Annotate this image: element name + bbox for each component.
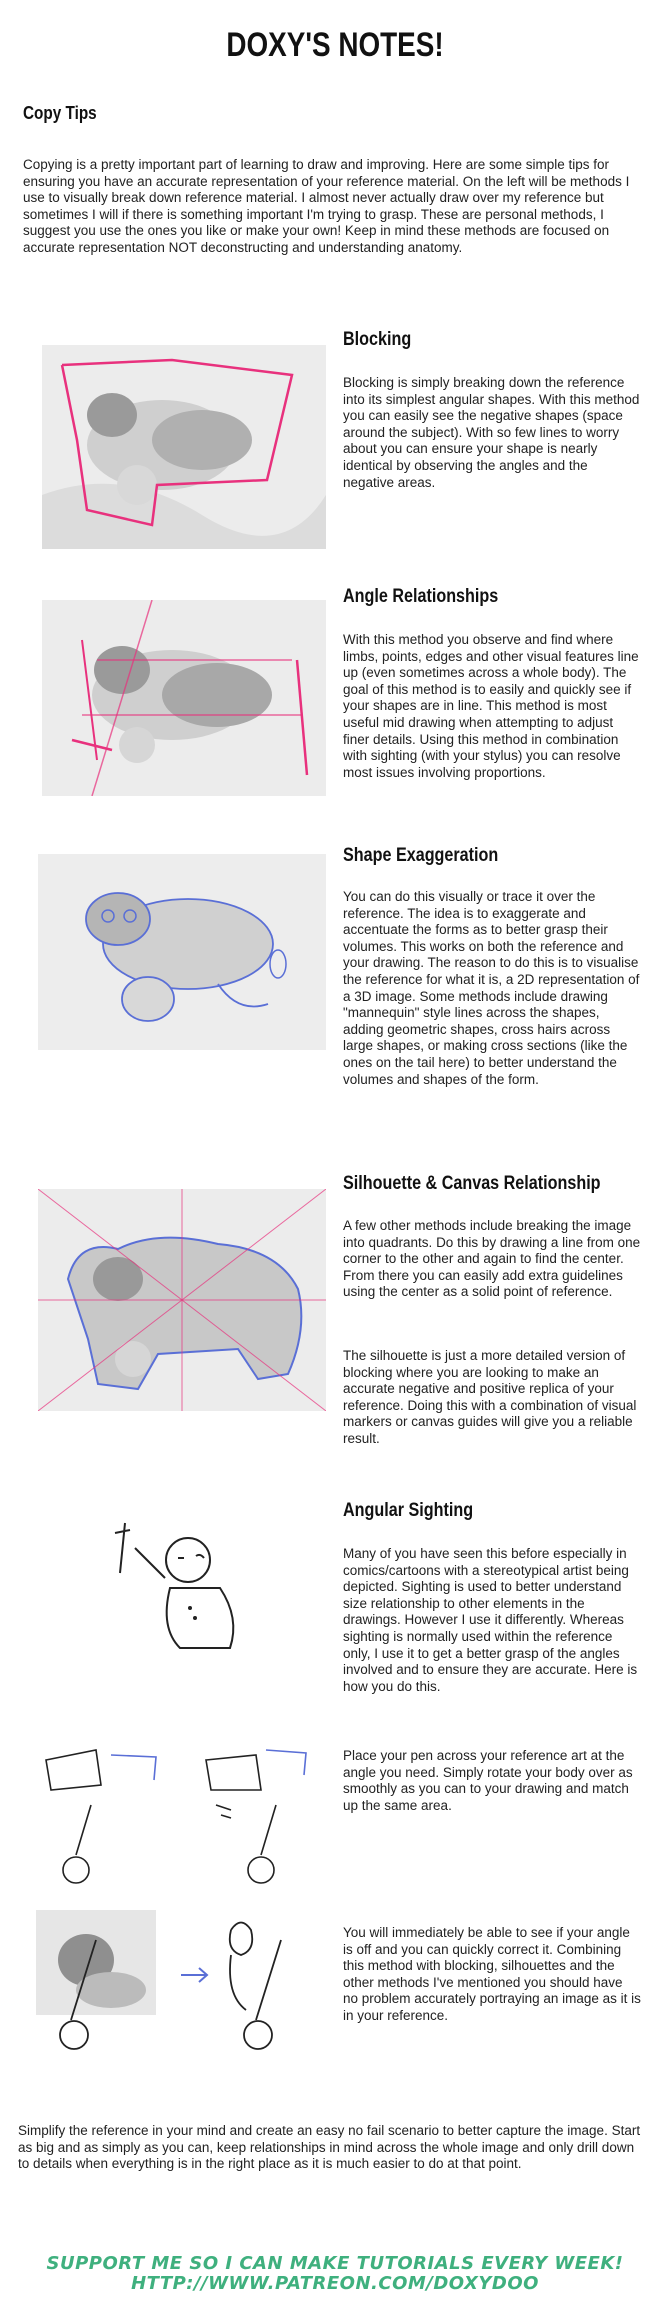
silhouette-text-1: A few other methods include breaking the image into quadrants. Do this by drawing a line from one corner to the other and again to find the center. From there you can easily add extra guidelines using the center as a solid point of reference. (343, 1218, 641, 1300)
footer-patreon-link[interactable]: HTTP://WWW.PATREON.COM/DOXYDOO (131, 2273, 539, 2294)
blocking-image (42, 345, 326, 549)
section-heading: Copy Tips (23, 103, 97, 123)
shape-image (38, 854, 326, 1050)
closing-paragraph: Simplify the reference in your mind and create an easy no fail scenario to better capture the image. Start as big and as simply as you can, keep relationships in mind across the whole image and only drill down to details when everything is in the right place as it is much easier to do at that point. (18, 2123, 641, 2172)
intro-paragraph: Copying is a pretty important part of learning to draw and improving. Here are some simple tips for ensuring you have an accurate representation of your reference material. On the left will be methods I use to visually break down reference material. I almost never actually draw over my reference but sometimes I will if there is something important I'm trying to grasp. These are personal methods, I suggest you use the ones you like or make your own! Keep in mind these methods are focused on accurate representation NOT deconstructing and understanding anatomy. (23, 157, 630, 255)
angle-heading: Angle Relationships (343, 586, 499, 607)
sighting-heading: Angular Sighting (343, 1500, 474, 1521)
sighting-illustration-2 (36, 1745, 326, 1905)
silhouette-text-2: The silhouette is just a more detailed version of blocking where you are looking to make an accurate negative and positive replica of your reference. Doing this with a combination of visual markers or canvas guides will give you a reliable result. (343, 1348, 637, 1446)
page-title: DOXY'S NOTES! (226, 26, 444, 64)
blocking-text: Blocking is simply breaking down the reference into its simplest angular shapes. With this method you can easily see the negative shapes (space around the subject). With so few lines to worry about you can ensure your shape is nearly identical by observing the angles and the negative areas. (343, 375, 640, 490)
sighting-text-2: Place your pen across your reference art at the angle you need. Simply rotate your body over as smoothly as you can to your drawing and match up the same area. (343, 1748, 633, 1813)
blocking-heading: Blocking (343, 329, 412, 350)
silhouette-image (38, 1189, 326, 1411)
shape-text: You can do this visually or trace it over the reference. The idea is to exaggerate and accentuate the forms as to better grasp their volumes. This works on both the reference and your drawing. The reason to do this is to visualise the reference for what it is, a 2D representation of a 3D image. Some methods include drawing "mannequin" style lines across the shapes, adding geometric shapes, cross hairs across large shapes, or making cross sections (like the ones on the tail here) to better understand the volumes and shapes of the form. (343, 889, 640, 1087)
sighting-illustration-1 (100, 1518, 290, 1668)
sighting-text-1: Many of you have seen this before especially in comics/cartoons with a stereotypical artist being depicted. Sighting is used to better understand size relationship to other elements in the drawings. However I use it differently. Whereas sighting is normally used within the reference only, I use it to get a better grasp of the angles involved and to ensure they are accurate. Here is how you do this. (343, 1546, 638, 1694)
sighting-text-3: You will immediately be able to see if your angle is off and you can quickly correct it. Combining this method with blocking, silhouettes and the other methods I've mentioned you should have no problem accurately portraying an image as it is in your reference. (343, 1925, 641, 2023)
shape-heading: Shape Exaggeration (343, 845, 499, 866)
silhouette-heading: Silhouette & Canvas Relationship (343, 1173, 601, 1194)
sighting-illustration-3 (36, 1910, 326, 2060)
angle-text: With this method you observe and find where limbs, points, edges and other visual features line up (even sometimes across a whole body). The goal of this method is to easily and quickly see if your shapes are in line. This method is most useful mid drawing when attempting to adjust finer details. Using this method in combination with sighting (with your stylus) you can resolve most issues involving proportions. (343, 632, 639, 780)
angle-image (42, 600, 326, 796)
footer-support-line: SUPPORT ME SO I CAN MAKE TUTORIALS EVERY WEEK! (46, 2253, 624, 2274)
